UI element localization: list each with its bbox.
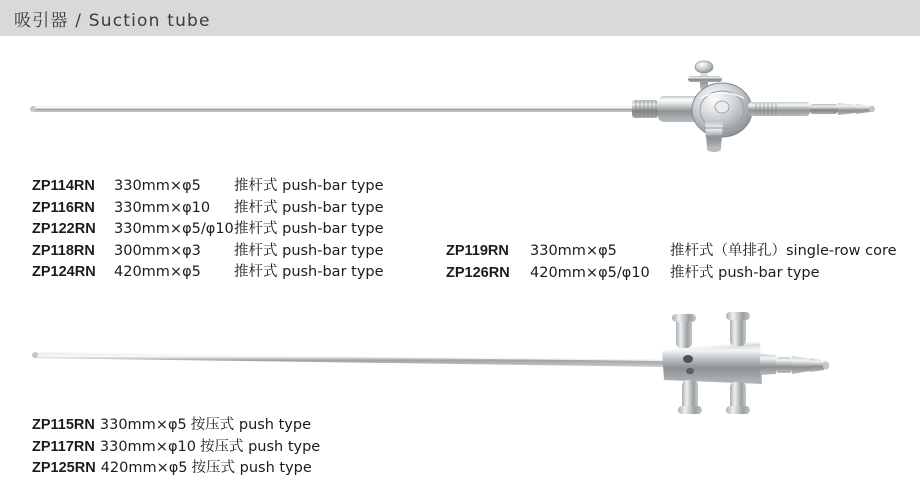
- product-dimension: 330mm×φ10: [99, 438, 196, 455]
- push-bar-suction-tube-illustration: [0, 52, 920, 182]
- spec-row: [32, 262, 384, 284]
- product-dimension: 330mm×φ5: [114, 178, 201, 194]
- product-type: 按压式 push type: [191, 460, 312, 476]
- spec-row: [32, 176, 384, 198]
- spec-row: [32, 437, 320, 459]
- product-code: ZP117RN: [32, 438, 95, 455]
- product-type: 推杆式 push-bar type: [234, 242, 384, 259]
- product-code: ZP118RN: [32, 242, 95, 259]
- product-type: 按压式 push type: [190, 417, 311, 433]
- product-dimension: 420mm×φ5: [114, 264, 201, 280]
- spec-row: [32, 219, 384, 241]
- product-type: 推杆式（单排孔）single-row core: [670, 243, 897, 259]
- product-dimension: 330mm×φ5/φ10: [114, 221, 234, 237]
- product-dimension: 300mm×φ3: [114, 242, 201, 259]
- product-code: ZP119RN: [446, 243, 509, 259]
- product-dimension: 420mm×φ5/φ10: [530, 264, 650, 281]
- spec-row: [32, 458, 320, 480]
- product-code: ZP126RN: [446, 264, 510, 281]
- product-type: 推杆式 push-bar type: [234, 264, 384, 280]
- product-dimension: 330mm×φ5: [99, 417, 187, 433]
- product-code: ZP116RN: [32, 199, 95, 216]
- spec-row: [446, 263, 897, 285]
- spec-list-push-bar-right: [446, 241, 897, 284]
- product-code: ZP122RN: [32, 221, 96, 237]
- page-title: 吸引器 / Suction tube: [14, 10, 211, 31]
- product-code: ZP114RN: [32, 178, 95, 194]
- spec-row: [32, 198, 384, 220]
- product-type: 按压式 push type: [199, 438, 321, 455]
- product-dimension: 330mm×φ10: [114, 199, 211, 216]
- spec-list-push-bar-left: [32, 176, 384, 284]
- product-type: 推杆式 push-bar type: [234, 178, 384, 194]
- product-type: 推杆式 push-bar type: [234, 221, 384, 237]
- product-code: ZP125RN: [32, 460, 96, 476]
- spec-row: [32, 241, 384, 263]
- spec-list-push-type: [32, 415, 320, 480]
- product-code: ZP124RN: [32, 264, 96, 280]
- spec-row: [446, 241, 897, 263]
- product-type: 推杆式 push-bar type: [234, 199, 384, 216]
- push-type-suction-tube-illustration: [0, 312, 920, 422]
- product-dimension: 330mm×φ5: [530, 243, 617, 259]
- product-type: 推杆式 push-bar type: [670, 264, 820, 281]
- product-code: ZP115RN: [32, 417, 95, 433]
- page-header: [0, 0, 920, 36]
- product-dimension: 420mm×φ5: [100, 460, 188, 476]
- spec-row: [32, 415, 320, 437]
